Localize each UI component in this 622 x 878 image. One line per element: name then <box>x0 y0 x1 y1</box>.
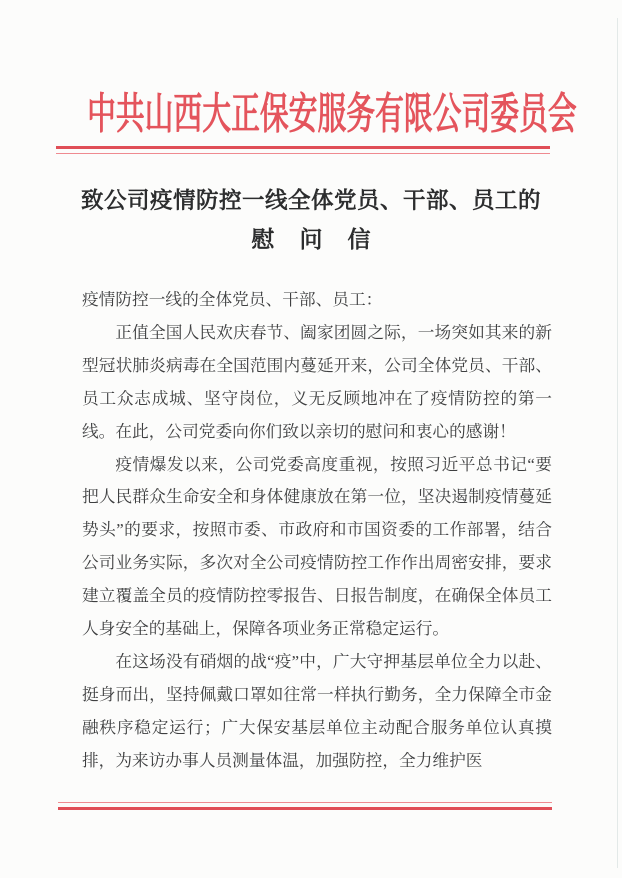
document-title-line1: 致公司疫情防控一线全体党员、干部、员工的 <box>80 188 541 213</box>
letterhead-title: 中共山西大正保安服务有限公司委员会 <box>87 89 577 139</box>
letterhead-double-rule <box>56 146 550 154</box>
salutation: 疫情防控一线的全体党员、干部、员工： <box>82 290 383 309</box>
document-title <box>0 186 622 255</box>
document-title-line2: 慰 问 信 <box>251 227 381 252</box>
paragraph-1: 正值全国人民欢庆春节、阖家团圆之际，一场突如其来的新型冠状肺炎病毒在全国范围内蔓延开来，公司全体党员、干部、员工众志成城、坚守岗位，义无反顾地冲在了疫情防控的第一线。在此，公司党委向你们致以亲切的慰问和衷心的感谢！ <box>82 322 552 441</box>
scan-page-edge <box>617 18 618 868</box>
letter-body <box>82 284 552 778</box>
paragraph-2: 疫情爆发以来，公司党委高度重视，按照习近平总书记“要把人民群众生命安全和身体健康放在第一位，坚决遏制疫情蔓延势头”的要求，按照市委、市政府和市国资委的工作部署，结合公司业务实际，多次对全公司疫情防控工作作出周密安排，要求建立覆盖全员的疫情防控零报告、日报告制度，在确保全体员工人身安全的基础上，保障各项业务正常稳定运行。 <box>82 454 552 639</box>
paragraph-3: 在这场没有硝烟的战“疫”中，广大守押基层单位全力以赴、挺身而出，坚持佩戴口罩如往常一样执行勤务，全力保障全市金融秩序稳定运行；广大保安基层单位主动配合服务单位认真摸排，为来访办事人员测量体温，加强防控，全力维护医 <box>82 651 552 770</box>
footer-double-rule <box>58 802 552 810</box>
